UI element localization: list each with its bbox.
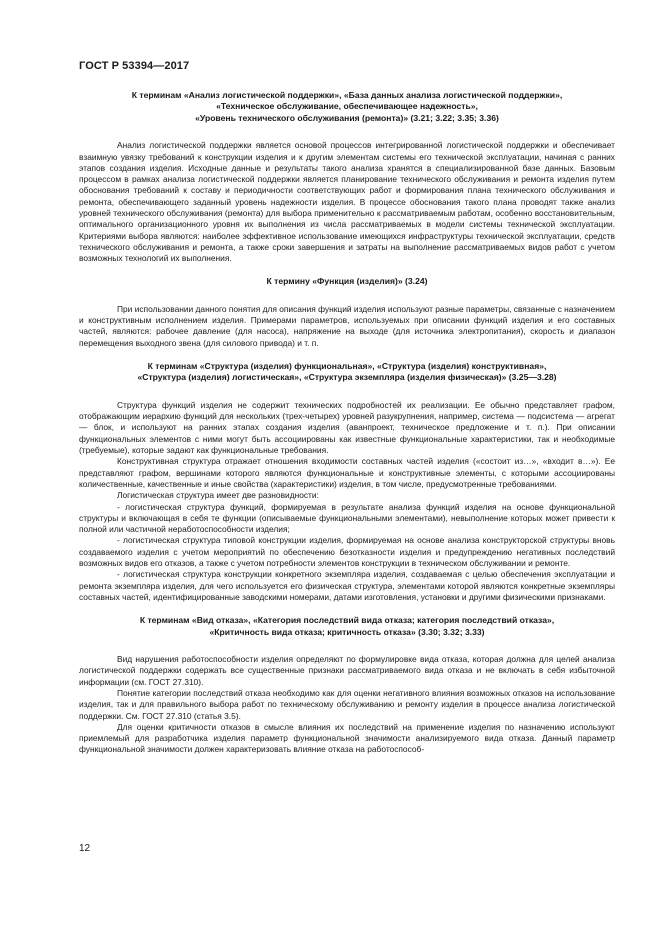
heading-line: К терминам «Вид отказа», «Категория последствий вида отказа; категория последствий отказа», [139,615,555,626]
paragraph: При использовании данного понятия для описания функций изделия используют разные параметры, связанные с назначением и конструктивным исполнением изделия. Примерами параметров, используемых при описании функций изделия и его составных частей, являются: рабочее давление (для насоса), напряжение на выходе (для источника электропитания), скорость и диапазон перемещения выходного звена (для силового привода) и т. п. [79,303,615,348]
section-heading [79,615,615,638]
heading-line: К терминам «Структура (изделия) функциональная», «Структура (изделия) конструктивная», [147,361,547,372]
page-content [79,90,615,756]
heading-line: К терминам «Анализ логистической поддержки», «База данных анализа логистической поддержки», [131,90,563,100]
heading-line: «Структура (изделия) логистическая», «Структура экземпляра (изделия физическая)» (3.25—3.28) [137,372,557,383]
heading-line: «Техническое обслуживание, обеспечивающее надежность», [216,101,478,112]
paragraph: Вид нарушения работоспособности изделия определяют по формулировке вида отказа, которая должна для целей анализа логистической поддержки содержать все существенные признаки рассматриваемого вида отказа и не включать в себя избыточной информации (см. ГОСТ 27.310). [79,654,615,687]
list-item: - логистическая структура типовой конструкции изделия, формируемая на основе анализа конструкторской структуры вновь создаваемого изделия с учетом мероприятий по обеспечению безотказности изделия и предупреждению негативных последствий возможных видов его отказов, а также с учетом потребности элементов конструкции в техническом обслуживании и ремонте. [79,535,615,569]
standard-code-header: ГОСТ Р 53394—2017 [79,60,190,72]
section-heading [79,276,615,287]
heading-line: «Уровень технического обслуживания (ремонта)» (3.21; 3.22; 3.35; 3.36) [195,112,499,123]
heading-line: «Критичность вида отказа; критичность отказа» (3.30; 3.32; 3.33) [209,626,485,637]
heading-line: К термину «Функция (изделия)» (3.24) [266,276,428,287]
paragraph: Структура функций изделия не содержит технических подробностей их реализации. Ее обычно представляет графом, отображающим иерархию функций для нескольких (трех-четырех) уровней разукрупнения, например, система — подсистема — агрегат — блок, и используют на ранних этапах создания изделия (аванпроект, техническое предложение и т. п.). При описании функциональных элементов с ними могут быть ассоциированы как известные функциональные характеристики, так и необходимые (требуемые), которые задают как функциональные требования. [79,399,615,456]
paragraph: Для оценки критичности отказов в смысле влияния их последствий на применение изделия по назначению используют приемлемый для разработчика изделия параметр функциональной значимости анализируемого вида отказа. Данный параметр функциональной значимости должен характеризовать влияние отказа на работоспособ- [79,721,615,755]
section-heading [79,361,615,384]
paragraph: Понятие категории последствий отказа необходимо как для оценки негативного влияния возможных отказов на использование изделия, так и для правильного выбора работ по техническому обслуживанию и ремонту изделия в процессе анализа логистической поддержки. См. ГОСТ 27.310 (статья 3.5). [79,687,615,721]
list-item: - логистическая структура функций, формируемая в результате анализа функций изделия на основе функциональной структуры и включающая в себя те функции (описываемые функциональными элементами), невыполнение которых может привести к полной или частичной неработоспособности изделия; [79,501,615,535]
paragraph: Анализ логистической поддержки является основой процессов интегрированной логистической поддержки и обеспечивает взаимную увязку требований к конструкции изделия и к другим элементам системы его технической эксплуатации, начиная с ранних этапов создания изделия. Исходные данные и результаты такого анализа хранятся в специализированной базе данных. Базовым процессом в рамках анализа логистической поддержки является планирование технического обслуживания и ремонта изделия путем обоснования требований к составу и периодичности соответствующих работ и формирования плана технического обслуживания и ремонта, обеспечивающего заданный уровень надежности изделия. В процессе обоснования такого плана проводят также анализ уровней технического обслуживания (ремонта) для выбора применительно к рассматриваемым работам, особенно восстановительным, оптимального организационного уровня их выполнения из числа рассматриваемых в модели системы технической эксплуатации. Критериями выбора являются: наиболее эффективное использование имеющихся инфраструктуры технической эксплуатации, средств технического обслуживания и ремонта, а также сроки завершения и затраты на выполнение рассматриваемых видов работ с учетом возможных технологий их выполнения. [79,140,615,264]
paragraph: Конструктивная структура отражает отношения входимости составных частей изделия («состоит из…», «входит в…»). Ее представляют графом, вершинами которого являются функциональные и конструктивные элементы, с которыми ассоциированы количественные, качественные и иные свойства (характеристики) изделия, в том числе, предусмотренные требованиями. [79,456,615,489]
section-heading [79,90,615,124]
list-item: - логистическая структура конструкции конкретного экземпляра изделия, создаваемая с целью обеспечения эксплуатации и ремонта экземпляра изделия, для чего используется его физическая структура, элементами которой являются конкретные экземпляры составных частей, идентифицированные заводскими номерами, датами изготовления, установки и другими физическими признаками. [79,569,615,602]
page-number: 12 [79,843,91,854]
paragraph: Логистическая структура имеет две разновидности: [117,490,319,501]
